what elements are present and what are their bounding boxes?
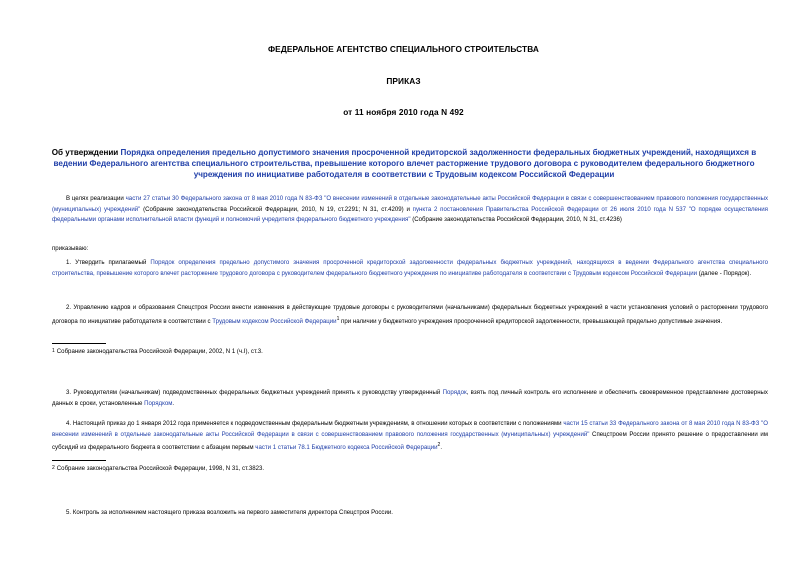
order-word: приказываю: <box>52 245 89 252</box>
budget-code-link[interactable]: части 1 статьи 78.1 Бюджетного кодекса Российской Федерации <box>255 444 438 452</box>
footnote-1-text: Собрание законодательства Российской Федерации, 2002, N 1 (ч.I), ст.3. <box>56 348 263 355</box>
procedure-short-link[interactable]: Порядок <box>442 389 467 396</box>
agency-name: ФЕДЕРАЛЬНОЕ АГЕНТСТВО СПЕЦИАЛЬНОГО СТРОИТЕЛЬСТВА <box>268 44 539 54</box>
preamble-text-1: В целях реализации <box>66 195 126 202</box>
footnote-divider <box>52 343 106 344</box>
item-1-text-2: (далее - Порядок). <box>697 269 752 277</box>
item-3-text-2: , взять под личный контроль его исполнение и обеспечить своевременное представление достоверных данных в сроки, установленные <box>52 389 768 407</box>
item-4-paragraph <box>52 419 768 454</box>
footnote-2-mark: 2 <box>52 465 55 471</box>
title-procedure-link[interactable]: Порядка определения предельно допустимого значения просроченной кредиторской задолженности федеральных бюджетных учреждений, находящихся в ведении Федерального агентства специального строительства, превышение которого влечет расторжение трудового договора с руководителем федерального бюджетного учреждения по инициативе работодателя в соответствии с Трудовым кодексом Российской Федерации <box>53 148 757 179</box>
labor-code-link[interactable]: Трудовым кодексом Российской Федерации <box>212 317 337 325</box>
document-title <box>48 147 760 180</box>
procedure-instrumental-link[interactable]: Порядком <box>144 399 173 407</box>
item-1-text-1: 1. Утвердить прилагаемый <box>66 259 151 266</box>
footnote-1 <box>52 346 263 357</box>
footnote-2-ref: 2 <box>437 442 441 449</box>
item-3-paragraph <box>52 388 768 409</box>
item-4-text-1: 4. Настоящий приказ до 1 января 2012 года применяется к подведомственным федеральным бюджетным учреждениям, в отношении которых в соответствии с положениями <box>66 420 564 427</box>
document-date-number: от 11 ноября 2010 года N 492 <box>343 107 464 117</box>
item-4-text-2: Спецстроем России принято решение о предоставлении им субсидий из федерального бюджета в соответствии с абзацем первым <box>52 430 768 452</box>
item-2-paragraph <box>52 303 768 327</box>
item-3-text-1: 3. Руководителям (начальникам) подведомственных федеральных бюджетных учреждений принять к руководству утвержденный <box>66 389 443 396</box>
footnote-1-ref: 1 <box>336 315 340 322</box>
item-3-text-3: . <box>172 399 175 407</box>
government-resolution-537-link[interactable]: пункта 2 постановления Правительства Российской Федерации от 26 июля 2010 года N 537 "О порядке осуществления федеральными органами исполнительной власти функций и полномочий учредителя федерального бюджетного учреждения" <box>52 205 768 224</box>
law-83-fz-part15-link[interactable]: части 15 статьи 33 Федерального закона от 8 мая 2010 года N 83-ФЗ "О внесении изменений в отдельные законодательные акты Российской Федерации в связи с совершенствованием правового положения государственных (муниципальных) учреждений" <box>52 420 768 438</box>
item-2-text-1: 2. Управлению кадров и образования Спецстроя России внести изменения в действующие трудовые договоры с руководителями (начальниками) федеральных бюджетных учреждений в части установления условий о расторжении трудового договора по инициативе работодателя в соответствии с <box>52 304 768 325</box>
item-1-paragraph <box>52 258 768 279</box>
item-4-text-3: . <box>440 444 443 452</box>
footnote-1-mark: 1 <box>52 348 55 354</box>
item-5-paragraph: 5. Контроль за исполнением настоящего приказа возложить на первого заместителя директора Спецстроя России. <box>66 509 393 516</box>
law-83-fz-part27-link[interactable]: части 27 статьи 30 Федерального закона от 8 мая 2010 года N 83-ФЗ "О внесении изменений в отдельные законодательные акты Российской Федерации в связи с совершенствованием правового положения государственных (муниципальных) учреждений" <box>52 195 768 213</box>
item-2-text-2: при наличии у бюджетного учреждения просроченной кредиторской задолженности, превышающей предельно допустимые значения. <box>339 317 723 325</box>
footnote-2-text: Собрание законодательства Российской Федерации, 1998, N 31, ст.3823. <box>56 465 265 472</box>
footnote-2 <box>52 463 264 474</box>
preamble-text-3: (Собрание законодательства Российской Федерации, 2010, N 31, ст.4236) <box>410 216 622 224</box>
preamble-text-2: (Собрание законодательства Российской Федерации, 2010, N 19, ст.2291; N 31, ст.4209) и <box>140 205 413 213</box>
document-type: ПРИКАЗ <box>386 76 421 86</box>
preamble-paragraph <box>52 194 768 226</box>
footnote-divider <box>52 460 106 461</box>
procedure-link[interactable]: Порядок определения предельно допустимого значения просроченной кредиторской задолженности федеральных бюджетных учреждений, находящихся в ведении Федерального агентства специального строительства, превышение которого влечет расторжение трудового договора с руководителем федерального бюджетного учреждения по инициативе работодателя в соответствии с Трудовым кодексом Российской Федерации <box>52 259 768 277</box>
title-prefix: Об утверждении <box>51 148 121 157</box>
